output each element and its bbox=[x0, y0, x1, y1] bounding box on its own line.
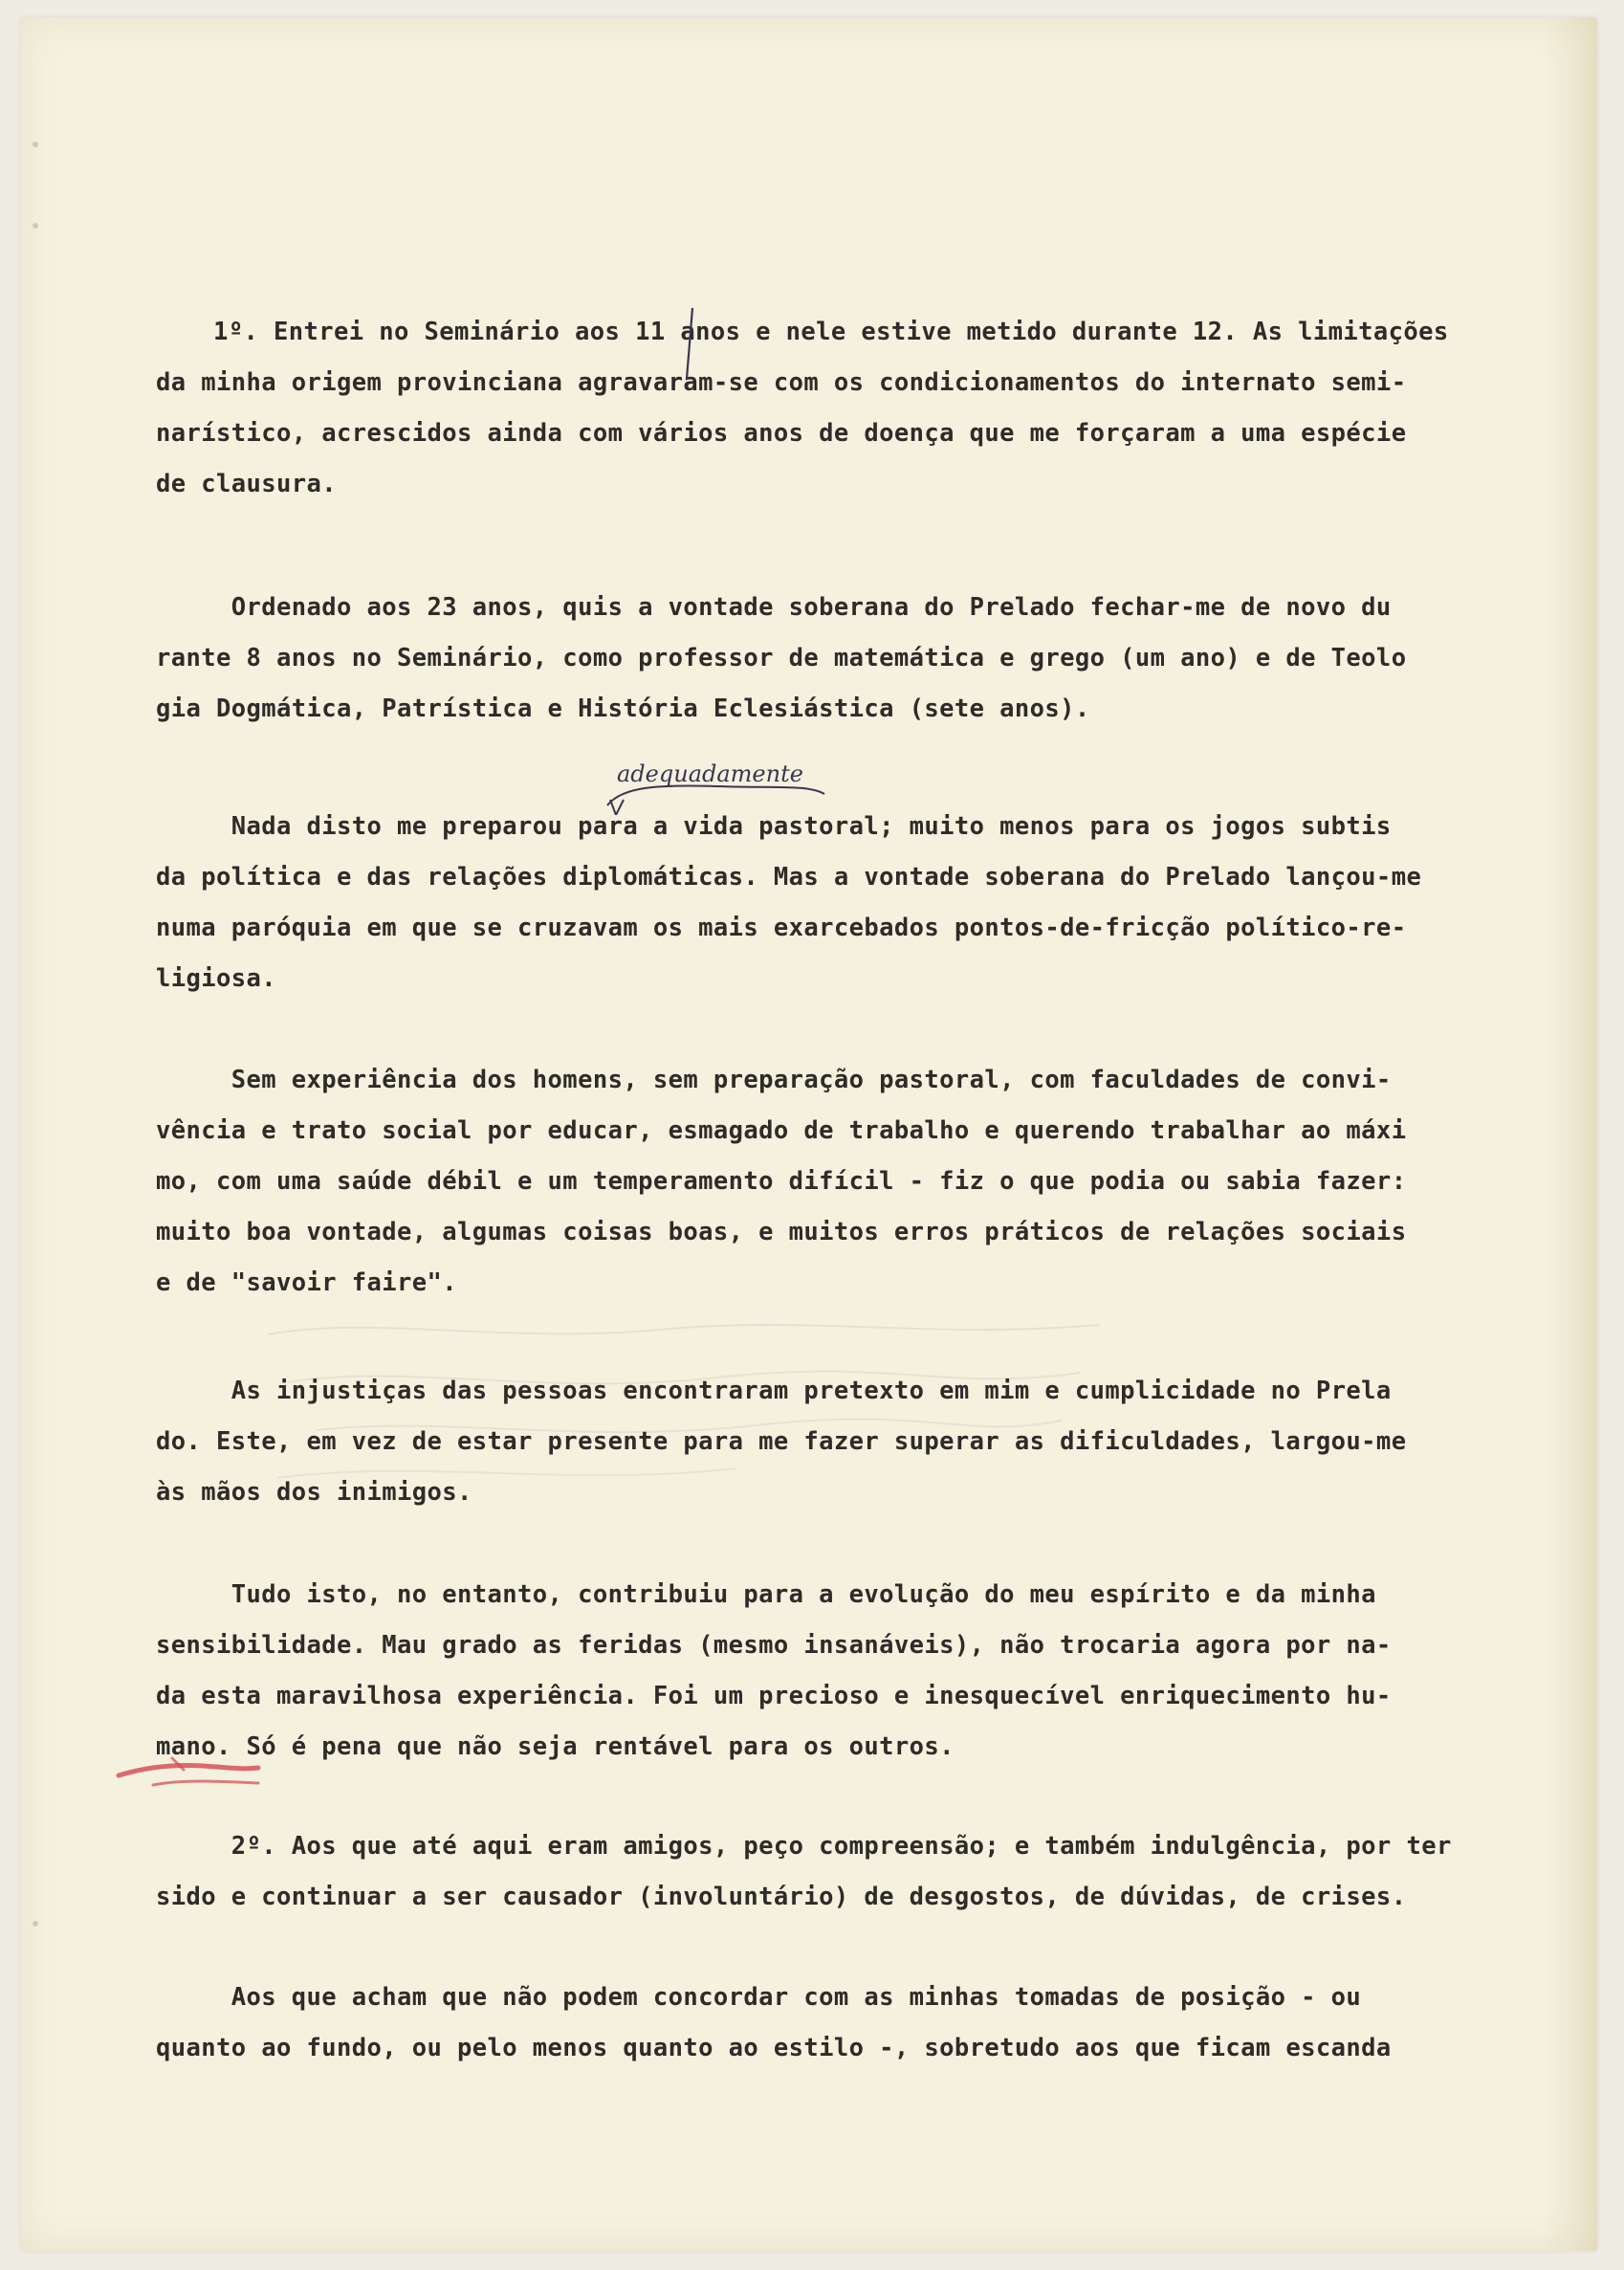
text-line: sensibilidade. Mau grado as feridas (mesmo insanáveis), não trocaria agora por na- bbox=[156, 1631, 1392, 1660]
text-line: quanto ao fundo, ou pelo menos quanto ao estilo -, sobretudo aos que ficam escanda bbox=[156, 2034, 1392, 2062]
text-line: Nada disto me preparou para a vida pastoral; muito menos para os jogos subtis bbox=[156, 812, 1392, 841]
binder-hole-mark bbox=[33, 1921, 38, 1927]
text-line: mano. Só é pena que não seja rentável para os outros. bbox=[156, 1732, 955, 1761]
text-line: As injustiças das pessoas encontraram pretexto em mim e cumplicidade no Prela bbox=[156, 1377, 1392, 1405]
text-line: Ordenado aos 23 anos, quis a vontade soberana do Prelado fechar-me de novo du bbox=[156, 593, 1392, 622]
text-line: sido e continuar a ser causador (involuntário) de desgostos, de dúvidas, de crises. bbox=[156, 1883, 1407, 1911]
text-line: vência e trato social por educar, esmagado de trabalho e querendo trabalhar ao máxi bbox=[156, 1116, 1407, 1145]
text-line: Aos que acham que não podem concordar com as minhas tomadas de posição - ou bbox=[156, 1983, 1362, 2012]
text-line: narístico, acrescidos ainda com vários anos de doença que me forçaram a uma espécie bbox=[156, 419, 1407, 448]
text-line: de clausura. bbox=[156, 470, 338, 498]
text-line: mo, com uma saúde débil e um temperamento difícil - fiz o que podia ou sabia fazer: bbox=[156, 1167, 1407, 1196]
red-pencil-mark bbox=[115, 1751, 268, 1798]
handwritten-insert: adequadamente bbox=[617, 760, 803, 787]
text-line: do. Este, em vez de estar presente para me fazer superar as dificuldades, largou-me bbox=[156, 1427, 1407, 1456]
text-line: numa paróquia em que se cruzavam os mais exarcebados pontos-de-fricção político-re- bbox=[156, 914, 1407, 942]
insertion-caret-mark bbox=[603, 777, 832, 815]
text-line: da esta maravilhosa experiência. Foi um precioso e inesquecível enriquecimento hu- bbox=[156, 1682, 1392, 1710]
paper-edge-shade bbox=[1540, 17, 1597, 2251]
text-line: Tudo isto, no entanto, contribuiu para a evolução do meu espírito e da minha bbox=[156, 1580, 1376, 1609]
text-line: 1º. Entrei no Seminário aos 11 anos e nele estive metido durante 12. As limitações bbox=[213, 318, 1449, 346]
text-line: 2º. Aos que até aqui eram amigos, peço compreensão; e também indulgência, por ter bbox=[156, 1832, 1452, 1861]
text-line: rante 8 anos no Seminário, como professor de matemática e grego (um ano) e de Teolo bbox=[156, 644, 1407, 672]
text-line: gia Dogmática, Patrística e História Eclesiástica (sete anos). bbox=[156, 694, 1090, 723]
text-line: da política e das relações diplomáticas. Mas a vontade soberana do Prelado lançou-me bbox=[156, 863, 1422, 892]
text-line: Sem experiência dos homens, sem preparação pastoral, com faculdades de convi- bbox=[156, 1066, 1392, 1094]
binder-hole-mark bbox=[33, 223, 38, 229]
text-line: às mãos dos inimigos. bbox=[156, 1478, 472, 1507]
handwritten-correction-mark bbox=[681, 306, 700, 383]
binder-hole-mark bbox=[33, 142, 38, 147]
text-line: da minha origem provinciana agravaram-se com os condicionamentos do internato semi- bbox=[156, 368, 1407, 397]
text-line: e de "savoir faire". bbox=[156, 1268, 458, 1297]
text-line: muito boa vontade, algumas coisas boas, e muitos erros práticos de relações sociais bbox=[156, 1218, 1407, 1246]
text-line: ligiosa. bbox=[156, 964, 277, 993]
